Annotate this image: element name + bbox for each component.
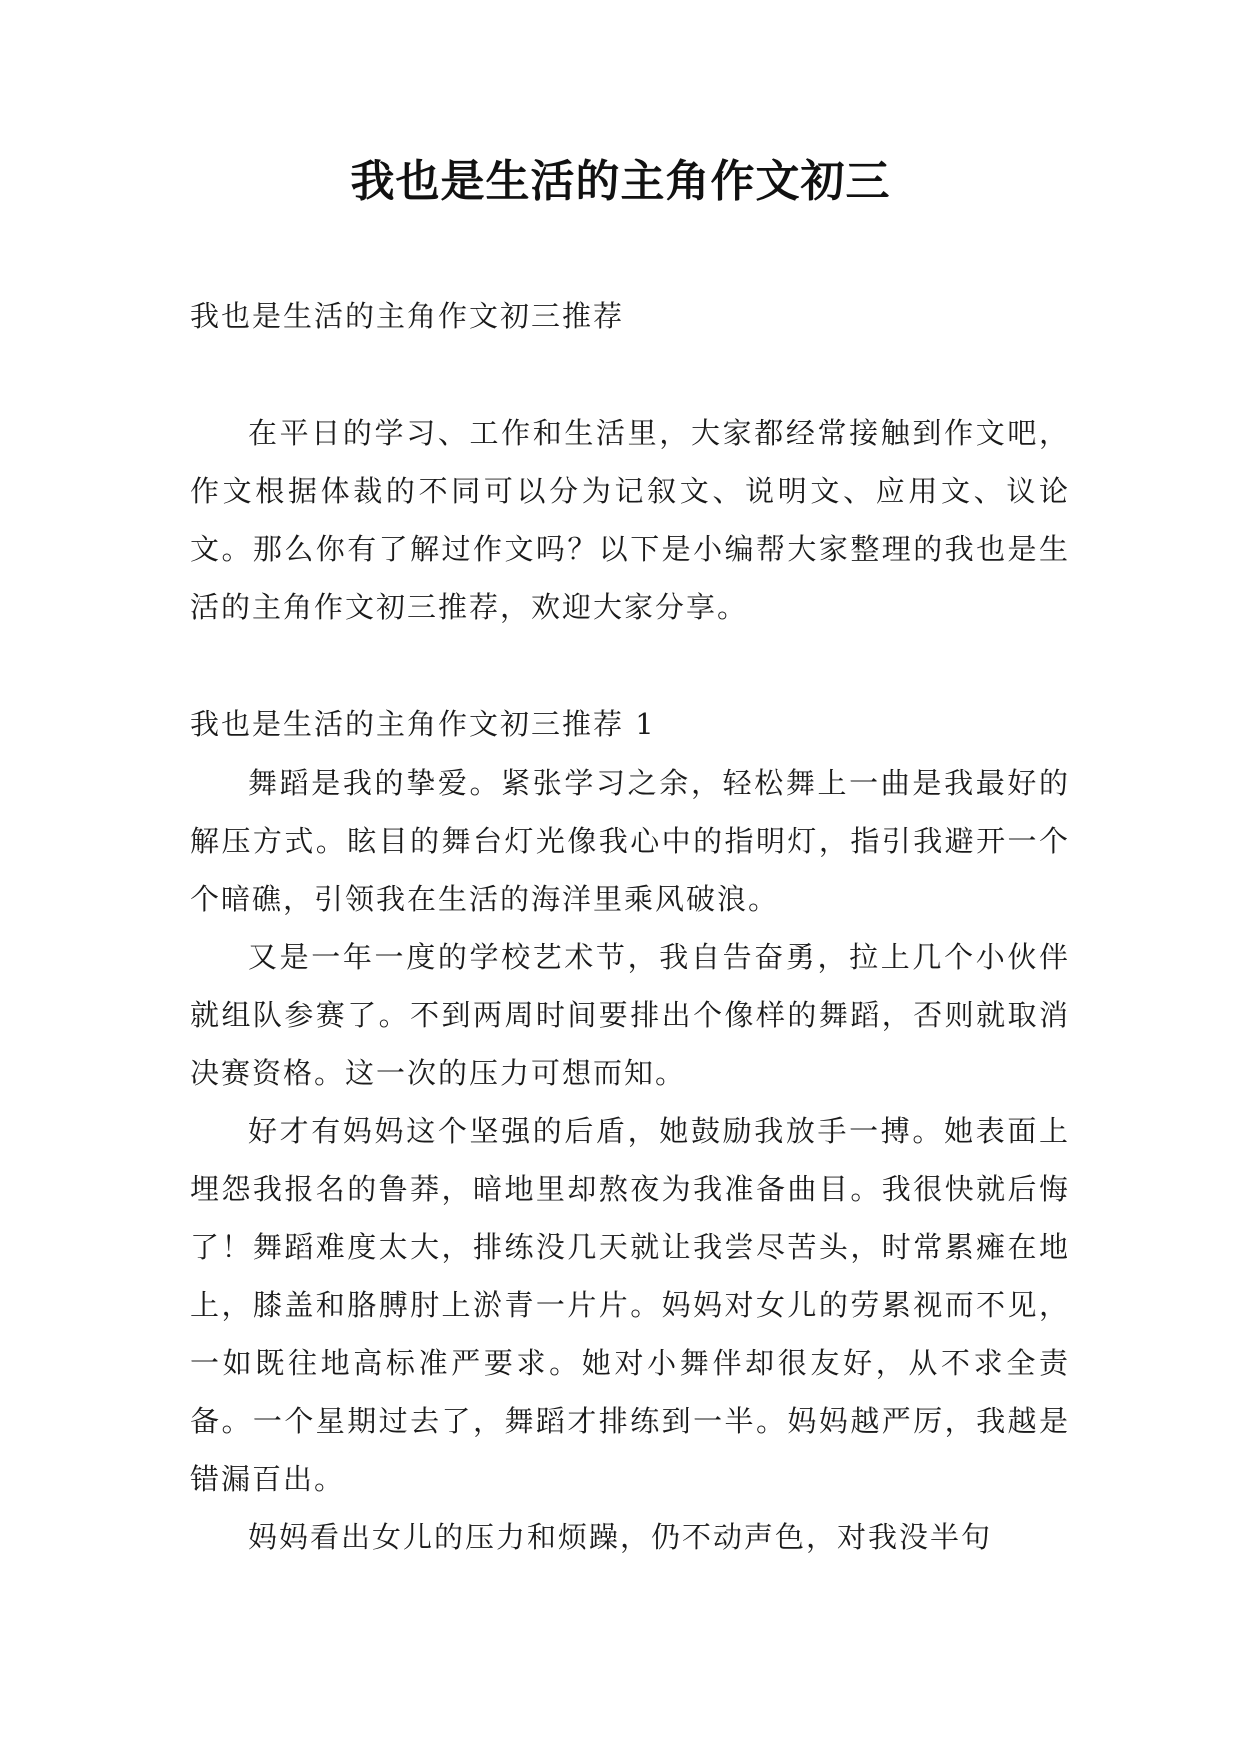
section-title: 我也是生活的主角作文初三推荐 1: [190, 707, 656, 741]
essay-paragraph: 好才有妈妈这个坚强的后盾，她鼓励我放手一搏。她表面上埋怨我报名的鲁莽，暗地里却熬夜为我准备曲目。我很快就后悔了！舞蹈难度太大，排练没几天就让我尝尽苦头，时常累瘫在地上，膝盖和胳膊肘上淤青一片片。妈妈对女儿的劳累视而不见，一如既往地高标准严要求。她对小舞伴却很友好，从不求全责备。一个星期过去了，舞蹈才排练到一半。妈妈越严厉，我越是错漏百出。: [190, 1114, 1070, 1496]
essay-paragraph: 舞蹈是我的挚爱。紧张学习之余，轻松舞上一曲是我最好的解压方式。眩目的舞台灯光像我心中的指明灯，指引我避开一个个暗礁，引领我在生活的海洋里乘风破浪。: [190, 766, 1070, 916]
essay-paragraph: 妈妈看出女儿的压力和烦躁，仍不动声色，对我没半句: [248, 1520, 993, 1554]
document-subtitle: 我也是生活的主角作文初三推荐: [190, 299, 625, 333]
intro-block: [190, 404, 1070, 636]
essay-body: [190, 754, 1070, 1566]
essay-paragraph: 又是一年一度的学校艺术节，我自告奋勇，拉上几个小伙伴就组队参赛了。不到两周时间要排出个像样的舞蹈，否则就取消决赛资格。这一次的压力可想而知。: [190, 940, 1070, 1090]
intro-paragraph: 在平日的学习、工作和生活里，大家都经常接触到作文吧，作文根据体裁的不同可以分为记叙文、说明文、应用文、议论文。那么你有了解过作文吗？以下是小编帮大家整理的我也是生活的主角作文初三推荐，欢迎大家分享。: [190, 416, 1070, 624]
document-title: 我也是生活的主角作文初三: [350, 156, 891, 207]
